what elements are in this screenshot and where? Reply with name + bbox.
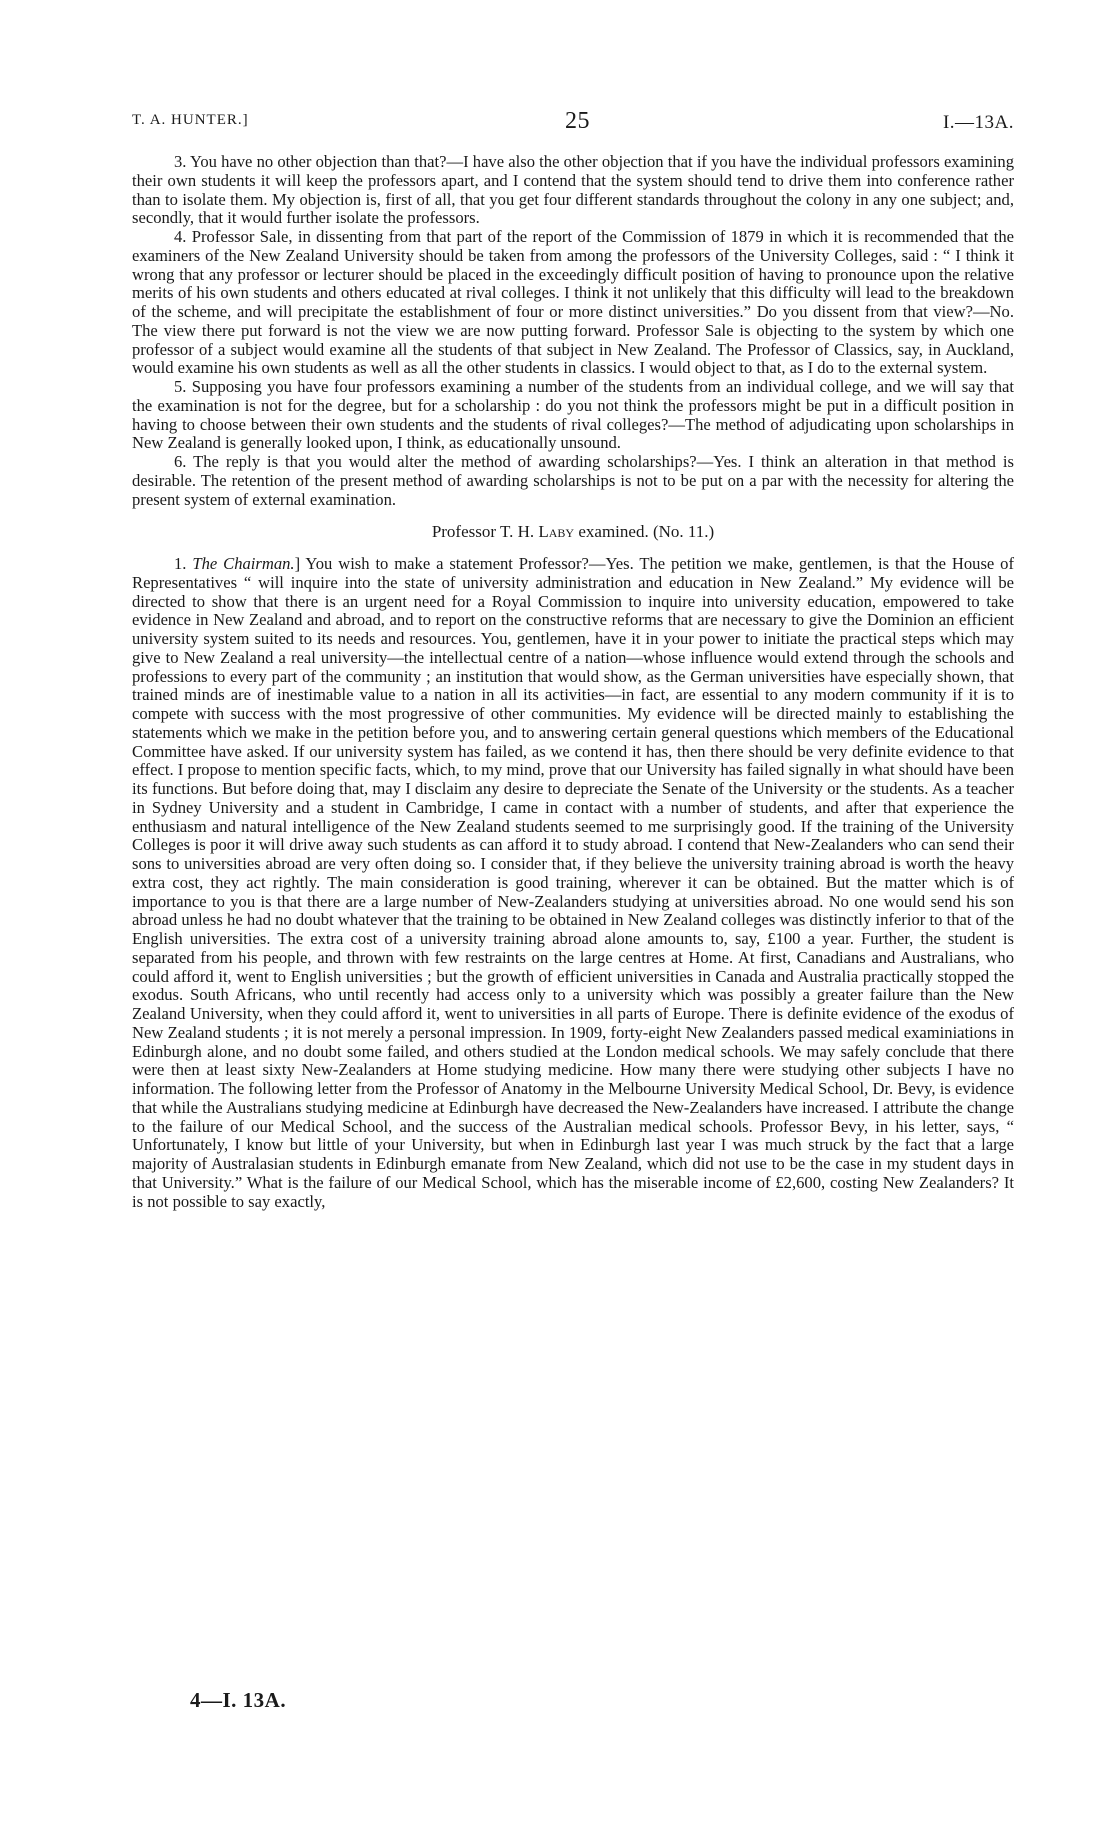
question-4-paragraph: 4. Professor Sale, in dissenting from that part of the report of the Commission of 1879 in which it is recommended that the examiners of the New Zealand University should be taken from among the professors of the University Colleges, said : “ I think it wrong that any professor or lecturer should be placed in the exceedingly difficult position of having to pronounce upon the relative merits of his own students and others educated at rival colleges. I think it not unlikely that this difficulty will lead to the breakdown of the scheme, and will precipitate the establishment of four or more distinct universities.” Do you dissent from that view?—No. The view there put forward is not the view we are now putting forward. Professor Sale is objecting to the system by which one professor of a subject would examine all the students of that subject in New Zealand. The Professor of Classics, say, in Auckland, would examine his own students as well as all the other students in classics. I would object to that, as I do to the external system. [132,227,1014,378]
question-6-paragraph: 6. The reply is that you would alter the method of awarding scholarships?—Yes. I think an alteration in that method is desirable. The retention of the present method of awarding scholarships is not to be put on a par with the necessity for altering the present system of external examination. [132,452,1014,509]
page-header [132,108,1014,138]
section-heading-suffix: examined. (No. 11.) [574,522,715,542]
document-reference: I.—13A. [942,112,1014,133]
witness-name: Laby [538,522,575,542]
running-head-witness: T. A. HUNTER.] [132,112,249,128]
question-1-text: ] You wish to make a statement Professor?—Yes. The petition we make, gentlemen, is that the House of Representatives “ will inquire into the state of university administration and education in New Zealand.” My evidence will be directed to show that there is an urgent need for a Royal Commission to inquire into university education, empowered to take evidence in New Zealand and abroad, and to report on the constructive reforms that are necessary to give the Dominion an efficient university system suited to its needs and resources. You, gentlemen, have it in your power to initiate the practical steps which may give to New Zealand a real university—the intellectual centre of a nation—whose influence would extend through the schools and professions to every part of the community ; an institution that would show, as the German universities have especially shown, that trained minds are of inestimable value to a nation in all its activities—in fact, are essential to any modern community if it is to compete with success with the most progressive of other communities. My evidence will be directed mainly to establishing the statements which we make in the petition before you, and to answering certain general questions which members of the Educational Committee have asked. If our university system has failed, as we contend it has, then there should be very definite evidence to that effect. I propose to mention specific facts, which, to my mind, prove that our University has failed signally in what should have been its functions. But before doing that, may I disclaim any desire to depreciate the Senate of the University or the students. As a teacher in Sydney University and a student in Cambridge, I came in contact with a number of students, and after that experience the enthusiasm and natural intelligence of the New Zealand students seemed to me surprisingly good. If the training of the University Colleges is poor it will drive away such students as can afford it to study abroad. I contend that New-Zealanders who can send their sons to universities abroad are very often doing so. I consider that, if they believe the university training abroad is worth the heavy extra cost, they act rightly. The main consideration is good training, wherever it can be obtained. But the matter which is of importance to you is that there are a large number of New-Zealanders studying at universities abroad. No one would send his son abroad unless he had no doubt whatever that the training to be obtained in New Zealand colleges was distinctly inferior to that of the English universities. The extra cost of a university training abroad alone amounts to, say, £100 a year. Further, the student is separated from his people, and thrown with few restraints on the large centres at Home. At first, Canadians and Australians, who could afford it, went to English universities ; but the growth of efficient universities in Canada and Australia practically stopped the exodus. South Africans, who until recently had access only to a university which was possibly a greater failure than the New Zealand University, when they could afford it, went to universities in all parts of Europe. There is definite evidence of the exodus of New Zealand students ; it is not merely a personal impression. In 1909, forty-eight New Zealanders passed medical examiniations in Edinburgh alone, and no doubt some failed, and others studied at the London medical schools. We may safely conclude that there were then at least sixty New-Zealanders at Home studying medicine. How many there were studying other subjects I have no information. The following letter from the Professor of Anatomy in the Melbourne University Medical School, Dr. Bevy, is evidence that while the Australians studying medicine at Edinburgh have decreased the New-Zealanders have increased. I attribute the change to the failure of our Medical School, and the success of the Australian medical schools. Professor Bevy, in his letter, says, “ Unfortunately, I know but little of your University, but when in Edinburgh last year I was much struck by the fact that a large majority of Australasian students in Edinburgh emanate from New Zealand, which did not use to be the case in my student days in that University.” What is the failure of our Medical School, which has the miserable income of £2,600, costing New Zealanders? It is not possible to say exactly, [132,554,1015,1211]
section-heading-prefix: Professor T. H. [431,522,539,542]
question-number: 1. [174,554,193,573]
section-heading [132,523,1014,542]
page-number: 25 [565,108,590,134]
question-3-paragraph: 3. You have no other objection than that?—I have also the other objection that if you have the individual professors examining their own students it will keep the professors apart, and I contend that the system should tend to drive them into conference rather than to isolate them. My objection is, first of all, that you get four different standards throughout the colony in any one subject; and, secondly, that it would further isolate the professors. [132,152,1014,228]
page-body [132,153,1014,1211]
question-5-paragraph: 5. Supposing you have four professors examining a number of the students from an individual college, and we will say that the examination is not for the degree, but for a scholarship : do you not think the professors might be put in a difficult position in having to choose between their own students and the students of rival colleges?—The method of adjudicating upon scholarships in New Zealand is generally looked upon, I think, as educationally unsound. [132,377,1014,453]
question-1-paragraph [132,555,1014,1211]
speaker-name: The Chairman. [192,554,295,573]
sheet-signature: 4—I. 13A. [190,1688,287,1712]
